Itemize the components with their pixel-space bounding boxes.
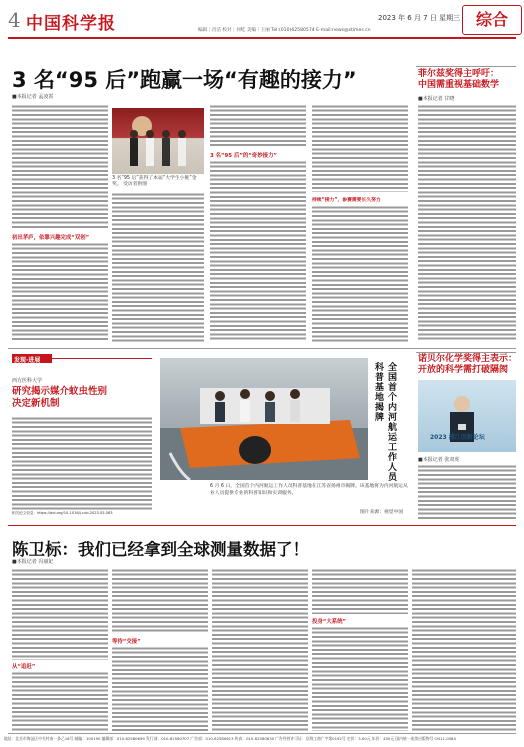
lower-rule [8, 525, 516, 526]
side1-top-rule [416, 66, 516, 67]
lead-byline: ■本报记者 孟凌霄 [12, 94, 54, 100]
lead-text-col3a [210, 104, 306, 148]
center-photo-credit: 图片来源：视觉中国 [360, 510, 404, 515]
section-label: 综合 [462, 5, 522, 35]
side2-top-rule [416, 352, 516, 353]
lead-text-col4b [312, 205, 408, 342]
footer-info: 地址：北京市海淀区中关村南一条乙16号 邮编：100190 编辑部：010-62580699 发行部：010-62580707 广告部：010-62580613 传真：010-62580630 广告经营许可证：京海工商广字第0192号 定价：3.00元 年价：450元 国内统一连续出版物号 CN11-0084 [4, 736, 456, 741]
lower-subhead-1: 从“追赶” [12, 664, 36, 670]
lower-text-col4a [312, 568, 408, 614]
footer-rule [8, 733, 516, 734]
lead-photo-caption: 3 名“95 后”获得了本届“大学生小挑”金奖。 受访者供图 [112, 176, 197, 187]
discovery-rule [52, 358, 152, 359]
lead-text-col1b [12, 242, 108, 342]
speaker-figure-icon [418, 380, 516, 452]
lead-text-col3b [210, 160, 306, 342]
lower-subhead-2: 等待“交接” [112, 639, 141, 645]
lead-text-col2 [112, 192, 204, 342]
lower-byline: ■本报记者 冯丽妃 [12, 559, 54, 565]
lower-text-col3 [212, 568, 308, 731]
lead-subhead-2: 3 名“95 后”的“奇妙接力” [210, 153, 277, 159]
center-photo-caption: 6 月 6 日，全国首个内河航运工作人员科普基地在江苏省扬州市揭牌。该基地将为内河航运从业人员提供专业的科普知识和实训服务。 [210, 484, 408, 496]
lower-text-col5 [412, 568, 516, 731]
lead-text-col1a [12, 104, 108, 230]
side1-headline: 菲尔兹奖得主呼吁： 中国需重视基础数学 [418, 69, 500, 90]
lead-subhead-1: 初出茅庐，依靠兴趣完成“双创” [12, 235, 90, 241]
lower-text-col2b [112, 646, 208, 731]
issue-date: 2023 年 6 月 7 日 星期三 [378, 14, 461, 22]
boat-scene-icon [160, 358, 368, 480]
center-photo [160, 358, 368, 480]
page-number: 4 [8, 8, 21, 32]
lower-text-col4b [312, 626, 408, 731]
side2-byline: ■本报记者 张双虎 [418, 457, 460, 463]
lower-text-col2a [112, 568, 208, 634]
side2-text [418, 464, 516, 520]
discovery-banner: 发现·进展 [14, 357, 41, 364]
discovery-doi: 相关论文信息：https://doi.org/10.1016/j.cub.2023.05.083 [12, 511, 113, 515]
lower-headline: 陈卫标：我们已经拿到全球测量数据了！ [12, 540, 309, 559]
discovery-institution: 西方医科大学 [12, 378, 43, 384]
discovery-headline: 研究揭示媒介蚊虫性别 决定新机制 [12, 386, 108, 409]
lower-subhead-3: 投身“大系统” [312, 619, 347, 625]
students-figure-icon [112, 108, 204, 174]
discovery-text [12, 416, 152, 510]
editor-contact: 编辑｜肖洁 校对｜何屹 美编｜王丽 Tel:(010)62580574 E-mail:news@stimes.cn [198, 28, 371, 33]
side2-headline: 诺贝尔化学奖得主表示： 开放的科学需打破隔阂 [418, 354, 518, 375]
lower-text-col1b [12, 671, 108, 731]
lead-subhead-3: 持续“接力”，参赛需要长久努力 [312, 198, 381, 203]
mid-rule [8, 348, 516, 349]
lead-headline: 3 名“95 后”跑赢一场“有趣的接力” [12, 68, 357, 92]
lower-text-col1a [12, 568, 108, 660]
side1-byline: ■本报记者 甘晓 [418, 96, 455, 102]
masthead-logo: 中国科学报 [26, 14, 116, 34]
side1-text [418, 104, 516, 342]
header-rule [8, 37, 516, 39]
side2-photo [418, 380, 516, 452]
lead-text-col4a [312, 104, 408, 192]
center-vertical-title: 全国首个内河航运工作人员科普基地揭牌 [373, 362, 396, 482]
side2-photo-text: 2023 浦江创新论坛 [430, 434, 485, 441]
lead-photo [112, 108, 204, 174]
